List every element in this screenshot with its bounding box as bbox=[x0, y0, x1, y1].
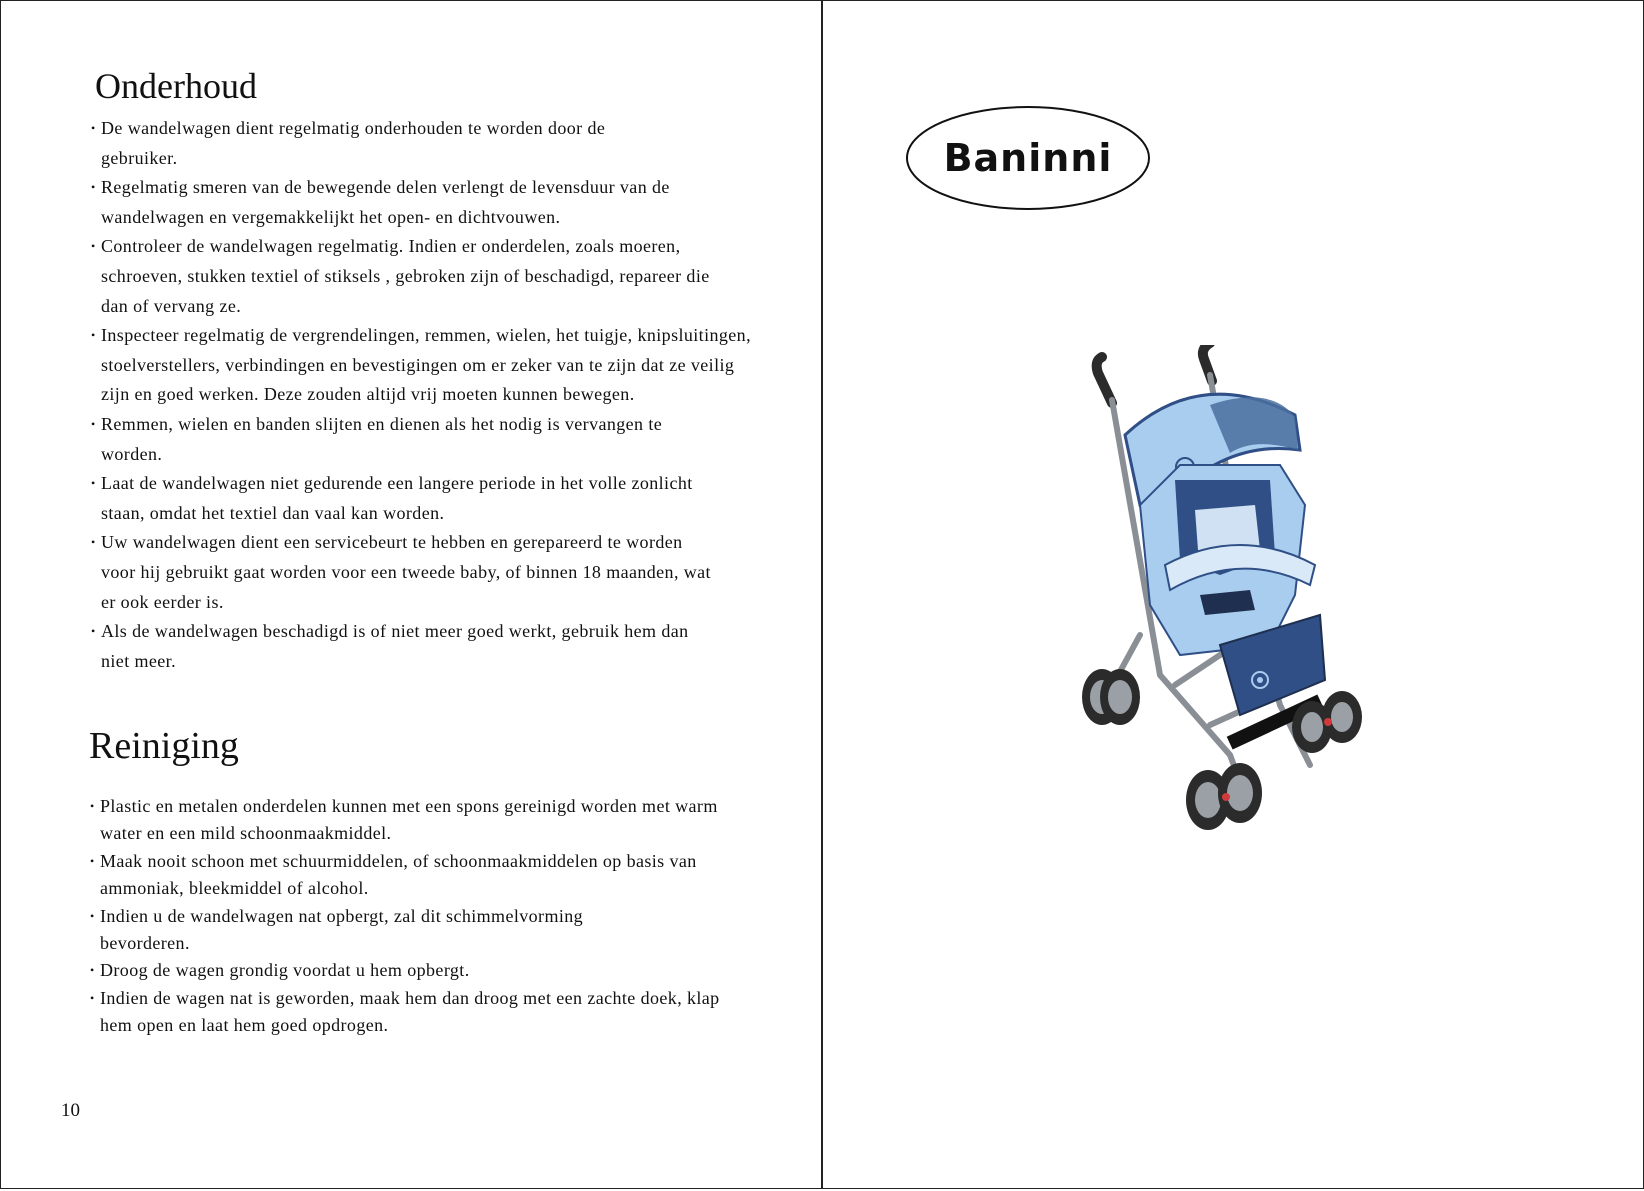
list-item: • Laat de wandelwagen niet gedurende een langere periode in het volle zonlicht staan, omdat het textiel dan vaal kan worden. bbox=[91, 469, 701, 528]
list-item: • Maak nooit schoon met schuurmiddelen, of schoonmaakmiddelen op basis van ammoniak, bleekmiddel of alcohol. bbox=[90, 848, 720, 903]
list-item: • Droog de wagen grondig voordat u hem opbergt. bbox=[90, 957, 700, 984]
wheel-front-left bbox=[1186, 763, 1262, 830]
logo-text: Baninni bbox=[943, 136, 1113, 180]
list-item: • Plastic en metalen onderdelen kunnen met een spons gereinigd worden met warm water en een mild schoonmaakmiddel. bbox=[90, 793, 725, 848]
onderhoud-list bbox=[91, 114, 781, 676]
brand-logo bbox=[905, 104, 1151, 212]
list-item: • Controleer de wandelwagen regelmatig. Indien er onderdelen, zoals moeren, schroeven, stukken textiel of stiksels , gebroken zijn of beschadigd, repareer die dan of vervang ze. bbox=[91, 232, 741, 321]
list-item: • Indien u de wandelwagen nat opbergt, zal dit schimmelvorming bevorderen. bbox=[90, 903, 660, 958]
page-number: 10 bbox=[61, 1100, 80, 1121]
reiniging-list bbox=[90, 793, 780, 1040]
list-item: • Als de wandelwagen beschadigd is of niet meer goed werkt, gebruik hem dan niet meer. bbox=[91, 617, 701, 676]
list-item: • Remmen, wielen en banden slijten en dienen als het nodig is vervangen te worden. bbox=[91, 410, 721, 469]
heading-reiniging: Reiniging bbox=[89, 725, 239, 767]
list-item: • Uw wandelwagen dient een servicebeurt te hebben en gerepareerd te worden voor hij gebruikt gaat worden voor een tweede baby, of binnen 18 maanden, wat er ook eerder is. bbox=[91, 528, 711, 617]
heading-onderhoud: Onderhoud bbox=[95, 66, 257, 106]
list-item: • Regelmatig smeren van de bewegende delen verlengt de levensduur van de wandelwagen en vergemakkelijkt het open- en dichtvouwen. bbox=[91, 173, 721, 232]
list-item: • De wandelwagen dient regelmatig onderhouden te worden door de gebruiker. bbox=[91, 114, 661, 173]
left-page bbox=[0, 0, 821, 1189]
list-item: • Inspecteer regelmatig de vergrendelingen, remmen, wielen, het tuigje, knipsluitingen, stoelverstellers, verbindingen en bevestigingen om er zeker van te zijn dat ze veilig zijn en goed werken. Deze zouden altijd vrij moeten kunnen bewegen. bbox=[91, 321, 761, 410]
stroller-image bbox=[1080, 345, 1440, 875]
list-item: • Indien de wagen nat is geworden, maak hem dan droog met een zachte doek, klap hem open en laat hem goed opdrogen. bbox=[90, 985, 740, 1040]
wheel-front-right bbox=[1292, 691, 1362, 753]
wheel-rear-left bbox=[1082, 669, 1140, 725]
handlebar-left bbox=[1097, 357, 1112, 403]
